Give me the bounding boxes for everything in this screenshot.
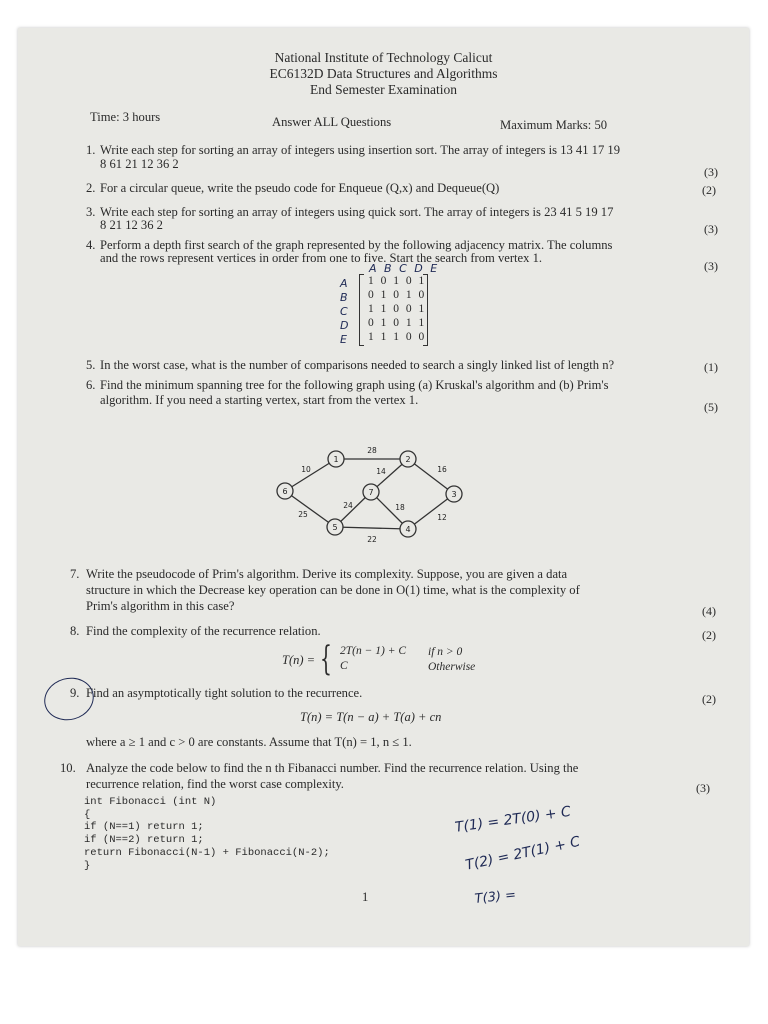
edge-1-6 xyxy=(285,459,336,491)
matrix-row: 1 1 0 0 1 xyxy=(368,303,427,315)
q4-marks: (3) xyxy=(704,259,718,273)
page-number: 1 xyxy=(362,890,369,904)
course-title: EC6132D Data Structures and Algorithms xyxy=(269,66,498,81)
exam-instructions: Answer ALL Questions xyxy=(272,115,392,129)
exam-time: Time: 3 hours xyxy=(90,110,161,124)
edge-weight: 16 xyxy=(437,465,447,474)
edge-2-3 xyxy=(408,459,454,494)
q4-text-line1: Perform a depth first search of the graph represented by the following adjacency matrix. The columns xyxy=(100,238,613,252)
edge-3-4 xyxy=(408,494,454,529)
handwritten-row-label: D xyxy=(340,319,349,332)
q8-marks: (2) xyxy=(702,628,716,642)
q9-equation: T(n) = T(n − a) + T(a) + cn xyxy=(300,710,442,724)
edge-weight: 18 xyxy=(395,503,405,512)
q8-number: 8. xyxy=(70,624,80,638)
graph-node-label: 4 xyxy=(405,525,411,534)
q1-text-line1: Write each step for sorting an array of integers using insertion sort. The array of integers is 13 41 17 19 xyxy=(100,143,621,157)
q1-text-line2: 8 61 21 12 36 2 xyxy=(100,157,179,171)
q9-number: 9. xyxy=(70,686,80,700)
code-line: int Fibonacci (int N) xyxy=(84,796,217,808)
q2-text: For a circular queue, write the pseudo code for Enqueue (Q,x) and Dequeue(Q) xyxy=(100,181,500,195)
edge-5-6 xyxy=(285,491,335,527)
handwritten-note: T(2) = 2T(1) + C xyxy=(464,833,582,874)
exam-title: End Semester Examination xyxy=(310,82,457,97)
matrix-row: 0 1 0 1 1 xyxy=(368,317,427,329)
q6-marks: (5) xyxy=(704,400,718,414)
handwritten-row-label: E xyxy=(340,333,347,346)
q7-text-line1: Write the pseudocode of Prim's algorithm. Derive its complexity. Suppose, you are given a data xyxy=(86,567,568,581)
q3-text-line2: 8 21 12 36 2 xyxy=(100,218,163,232)
edge-weight: 28 xyxy=(367,446,377,455)
code-line: if (N==1) return 1; xyxy=(84,821,204,833)
exam-paper xyxy=(18,28,749,946)
q7-marks: (4) xyxy=(702,604,716,618)
q6-text-line2: algorithm. If you need a starting vertex, start from the vertex 1. xyxy=(100,393,419,407)
institute-name: National Institute of Technology Calicut xyxy=(274,50,493,65)
graph-node-label: 5 xyxy=(332,523,338,532)
graph-node-label: 3 xyxy=(451,490,457,499)
q10-text-line1: Analyze the code below to find the n th Fibanacci number. Find the recurrence relation. Using the xyxy=(86,761,579,775)
graph-node-label: 6 xyxy=(282,487,288,496)
q2-number: 2. xyxy=(86,181,96,195)
graph-node-label: 7 xyxy=(368,488,374,497)
q8-case1: 2T(n − 1) + C xyxy=(340,645,406,657)
q10-text-line2: recurrence relation, find the worst case complexity. xyxy=(86,777,344,791)
q8-condition2: Otherwise xyxy=(428,661,476,673)
q1-marks: (3) xyxy=(704,165,718,179)
edge-weight: 22 xyxy=(367,535,377,544)
q8-condition1: if n > 0 xyxy=(428,646,463,658)
edge-weight: 24 xyxy=(343,501,353,510)
code-line: { xyxy=(84,809,91,821)
q9-condition: where a ≥ 1 and c > 0 are constants. Assume that T(n) = 1, n ≤ 1. xyxy=(86,735,412,749)
matrix-left-bracket xyxy=(359,274,364,346)
q10-number: 10. xyxy=(60,761,76,775)
code-line: if (N==2) return 1; xyxy=(84,834,204,846)
matrix-row: 1 1 1 0 0 xyxy=(368,331,427,343)
matrix-row: 0 1 0 1 0 xyxy=(368,289,427,301)
edge-4-5 xyxy=(335,527,408,529)
q9-text: Find an asymptotically tight solution to the recurrence. xyxy=(86,686,363,700)
handwritten-note: T(1) = 2T(0) + C xyxy=(454,803,572,836)
q3-text-line1: Write each step for sorting an array of integers using quick sort. The array of integers is 23 41 5 19 17 xyxy=(100,205,614,219)
code-line: } xyxy=(84,860,91,872)
q8-lhs: T(n) = xyxy=(282,653,316,667)
q1-number: 1. xyxy=(86,143,96,157)
q3-marks: (3) xyxy=(704,222,718,236)
q8-brace: { xyxy=(320,639,332,679)
q2-marks: (2) xyxy=(702,183,716,197)
graph-node-label: 1 xyxy=(333,455,339,464)
handwritten-note: T(3) = xyxy=(474,887,517,907)
q5-number: 5. xyxy=(86,358,96,372)
q8-case2: C xyxy=(340,660,348,672)
q5-text: In the worst case, what is the number of comparisons needed to search a singly linked list of length n? xyxy=(100,358,615,372)
edge-weight: 12 xyxy=(437,513,447,522)
q9-marks: (2) xyxy=(702,692,716,706)
edge-weight: 25 xyxy=(298,510,308,519)
handwritten-row-label: C xyxy=(340,305,348,318)
handwritten-row-label: A xyxy=(340,277,348,290)
code-line: return Fibonacci(N-1) + Fibonacci(N-2); xyxy=(84,847,330,859)
q6-text-line1: Find the minimum spanning tree for the following graph using (a) Kruskal's algorithm and (b) Prim's xyxy=(100,378,609,392)
edge-weight: 10 xyxy=(301,465,311,474)
q7-number: 7. xyxy=(70,567,80,581)
q7-text-line2: structure in which the Decrease key operation can be done in O(1) time, what is the complexity of xyxy=(86,583,580,597)
graph-node-label: 2 xyxy=(405,455,411,464)
q5-marks: (1) xyxy=(704,360,718,374)
max-marks: Maximum Marks: 50 xyxy=(500,118,608,132)
edge-weight: 14 xyxy=(376,467,386,476)
q7-text-line3: Prim's algorithm in this case? xyxy=(86,599,235,613)
q3-number: 3. xyxy=(86,205,96,219)
q8-text: Find the complexity of the recurrence relation. xyxy=(86,624,321,638)
matrix-row: 1 0 1 0 1 xyxy=(368,275,427,287)
q4-text-line2: and the rows represent vertices in order from one to five. Start the search from vertex 1. xyxy=(100,251,543,265)
adjacency-matrix xyxy=(359,274,429,344)
q4-number: 4. xyxy=(86,238,96,252)
handwritten-column-labels: A B C D E xyxy=(369,262,440,275)
mst-graph xyxy=(268,438,478,548)
q6-number: 6. xyxy=(86,378,96,392)
handwritten-row-label: B xyxy=(340,291,348,304)
q10-marks: (3) xyxy=(696,781,710,795)
